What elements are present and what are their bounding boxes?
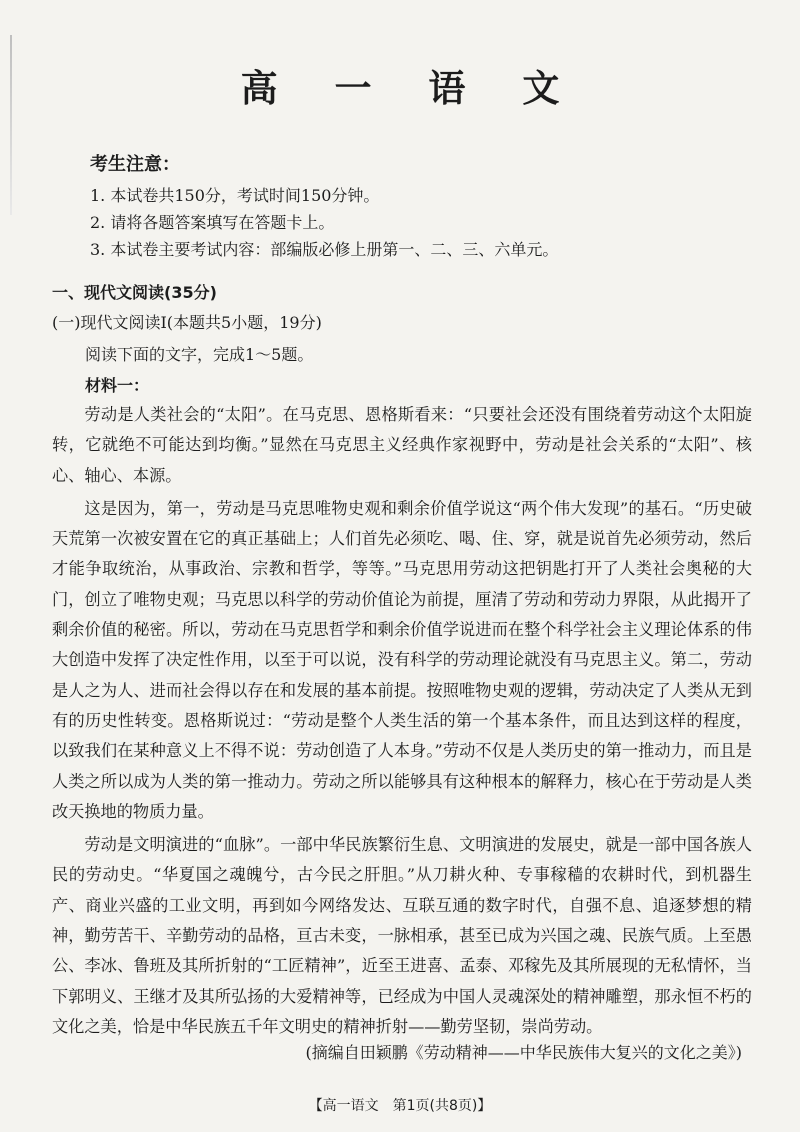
section-heading: 一、现代文阅读(35分) bbox=[52, 283, 217, 302]
source-attribution: (摘编自田颖鹏《劳动精神——中华民族伟大复兴的文化之美》) bbox=[305, 1043, 742, 1062]
passage-paragraph: 劳动是文明演进的“血脉”。一部中华民族繁衍生息、文明演进的发展史，就是一部中国各族人民的劳动史。“华夏国之魂魄兮，古今民之肝胆。”从刀耕火种、专事稼穑的农耕时代，到机器生产、商业兴盛的工业文明，再到如今网络发达、互联互通的数字时代，自强不息、追逐梦想的精神，勤劳苦干、辛勤劳动的品格，亘古未变，一脉相承，甚至已成为兴国之魂、民族气质。上至愚公、李冰、鲁班及其所折射的“工匠精神”，近至王进喜、孟泰、邓稼先及其所展现的无私情怀，当下郭明义、王继才及其所弘扬的大爱精神等，已经成为中国人灵魂深处的精神雕塑，那永恒不朽的文化之美，恰是中华民族五千年文明史的精神折射——勤劳坚韧，崇尚劳动。 bbox=[52, 835, 752, 1036]
passage-paragraph: 劳动是人类社会的“太阳”。在马克思、恩格斯看来：“只要社会还没有围绕着劳动这个太阳旋转，它就绝不可能达到均衡。”显然在马克思主义经典作家视野中，劳动是社会关系的“太阳”、核心、轴心、本源。 bbox=[52, 405, 752, 485]
notice-item: 2. 请将各题答案填写在答题卡上。 bbox=[90, 213, 335, 232]
material-label: 材料一： bbox=[85, 376, 150, 395]
notice-item: 3. 本试卷主要考试内容：部编版必修上册第一、二、三、六单元。 bbox=[90, 240, 559, 259]
page-title: 高 一 语 文 bbox=[240, 67, 582, 110]
passage-body bbox=[52, 400, 752, 1045]
page-footer: 【高一语文 第1页(共8页)】 bbox=[308, 1098, 492, 1114]
passage-paragraph: 这是因为，第一，劳动是马克思唯物史观和剩余价值学说这“两个伟大发现”的基石。“历史破天荒第一次被安置在它的真正基础上；人们首先必须吃、喝、住、穿，就是说首先必须劳动，然后才能争取统治，从事政治、宗教和哲学，等等。”马克思用劳动这把钥匙打开了人类社会奥秘的大门，创立了唯物史观；马克思以科学的劳动价值论为前提，厘清了劳动和劳动力界限，从此揭开了剩余价值的秘密。所以，劳动在马克思哲学和剩余价值学说进而在整个科学社会主义理论体系的伟大创造中发挥了决定性作用，以至于可以说，没有科学的劳动理论就没有马克思主义。第二，劳动是人之为人、进而社会得以存在和发展的基本前提。按照唯物史观的逻辑，劳动决定了人类从无到有的历史性转变。恩格斯说过：“劳动是整个人类生活的第一个基本条件，而且达到这样的程度，以致我们在某种意义上不得不说：劳动创造了人本身。”劳动不仅是人类历史的第一推动力，而且是人类之所以成为人类的第一推动力。劳动之所以能够具有这种根本的解释力，核心在于劳动是人类改天换地的物质力量。 bbox=[52, 498, 752, 821]
notice-box bbox=[90, 150, 730, 263]
notice-title: 考生注意： bbox=[90, 154, 180, 175]
subsection-heading: (一)现代文阅读Ⅰ(本题共5小题，19分) bbox=[52, 313, 322, 332]
reading-instruction: 阅读下面的文字，完成1～5题。 bbox=[85, 345, 314, 364]
notice-item: 1. 本试卷共150分，考试时间150分钟。 bbox=[90, 186, 380, 205]
